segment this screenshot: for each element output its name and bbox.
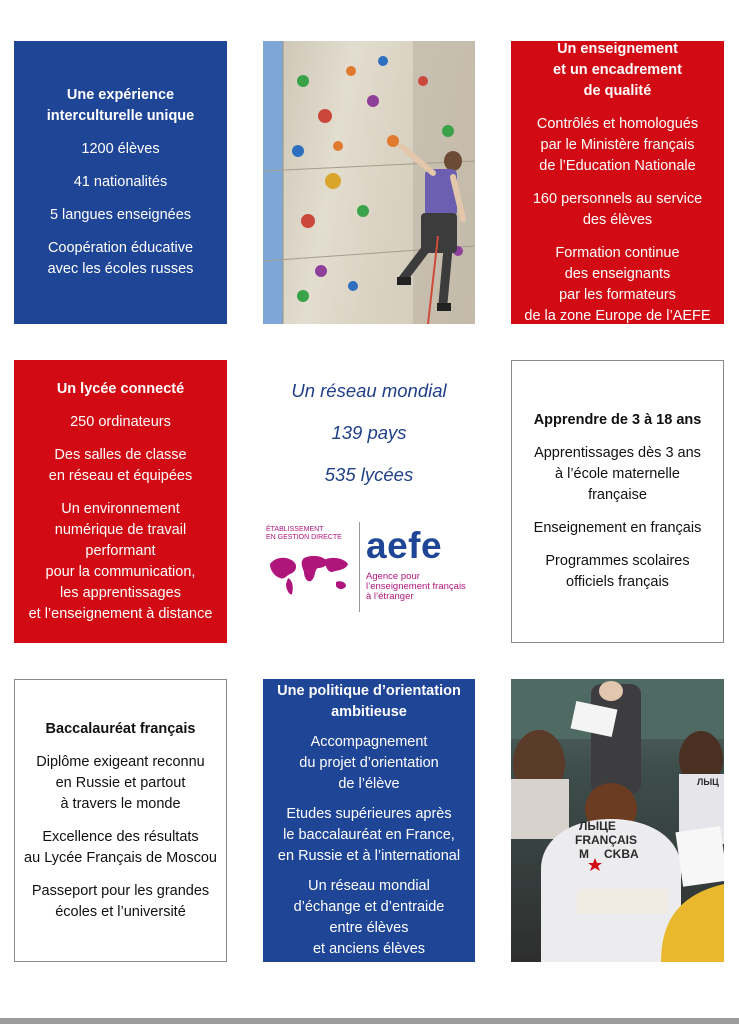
aefe-subtitle-3: à l’étranger [366, 591, 414, 602]
aefe-subtitle-1: Agence [366, 571, 399, 582]
hoodie-text-side: ЛЫЦ [697, 777, 719, 787]
hoodie-text-line-2: FRANÇAIS [575, 833, 637, 847]
tile-orientation [263, 679, 475, 962]
tile-line: Formation continue des enseignants par les formateurs de la zone Europe de l’AEFE [524, 244, 711, 324]
aefe-wordmark [366, 520, 476, 615]
tile-line: 250 ordinateurs [70, 413, 171, 430]
hoodie-text-line-3b: CKBA [604, 847, 639, 861]
footer-bar [0, 1018, 739, 1024]
tile-title: Baccalauréat français [45, 720, 196, 737]
tile-experience-interculturelle [14, 41, 227, 324]
classroom-illustration [511, 679, 724, 962]
tile-line: Excellence des résultats au Lycée Français de Moscou [24, 828, 217, 866]
reseau-mondial-heading: Un réseau mondial [291, 380, 447, 401]
reseau-mondial-block [263, 380, 475, 506]
tile-enseignement-qualite [511, 41, 724, 324]
tile-title: Une expérience interculturelle unique [46, 87, 195, 124]
climbing-wall-illustration [263, 41, 475, 324]
lycees-count: 535 lycées [324, 464, 414, 485]
tile-title: Un enseignement et un encadrement de qualité [553, 40, 682, 99]
tile-line: Programmes scolaires officiels français [545, 553, 690, 590]
pays-count: 139 pays [331, 422, 407, 443]
tile-baccalaureat [14, 679, 227, 962]
aefe-subtitle-1b: pour [398, 571, 420, 582]
tile-line: Accompagnement du projet d’orientation de l’élève [299, 734, 439, 792]
tile-title: Un lycée connecté [56, 380, 185, 397]
tile-line: 41 nationalités [73, 174, 168, 190]
tile-line: Enseignement en français [533, 520, 702, 536]
hoodie-text-line-1: ЛЫЦЕ [579, 819, 616, 833]
aefe-logo [266, 520, 476, 615]
tile-line: Passeport pour les grandes écoles et l’université [31, 882, 210, 920]
aefe-subtitle-2: l’enseignement français [366, 581, 466, 592]
tile-line: 5 langues enseignées [49, 207, 192, 223]
tile-line: Contrôlés et homologués par le Ministère français de l’Education Nationale [536, 115, 699, 174]
tile-lycee-connecte [14, 360, 227, 643]
world-map-icon [266, 550, 350, 598]
climbing-wall-photo [263, 41, 475, 324]
tile-line: 1200 élèves [81, 141, 160, 157]
tile-title: Apprendre de 3 à 18 ans [533, 412, 702, 428]
tile-line: Apprentissages dès 3 ans à l’école maternelle française [534, 445, 701, 503]
logo-divider [359, 522, 360, 612]
tile-line: 160 personnels au service des élèves [532, 190, 703, 228]
tile-line: Un réseau mondial d’échange et d’entraide entre élèves et anciens élèves [293, 878, 445, 957]
tile-title: Une politique d’orientation ambitieuse [277, 683, 461, 720]
tile-line: Un environnement numérique de travail performant pour la communication, les apprentissages et l’enseignement à distance [28, 500, 213, 622]
tile-line: Coopération éducative avec les écoles russes [47, 240, 194, 277]
classroom-photo [511, 679, 724, 962]
tile-line: Des salles de classe en réseau et équipées [48, 446, 193, 484]
aefe-name: aefe [366, 525, 443, 566]
tile-line: Diplôme exigeant reconnu en Russie et partout à travers le monde [36, 753, 205, 812]
tile-line: Etudes supérieures après le baccalauréat en France, en Russie et à l’international [277, 806, 461, 864]
hoodie-text-line-3a: M [579, 847, 589, 861]
gestion-directe-badge [266, 520, 354, 615]
tile-apprendre [511, 360, 724, 643]
gestion-directe-text: ÉTABLISSEMENT EN GESTION DIRECTE [266, 526, 342, 541]
